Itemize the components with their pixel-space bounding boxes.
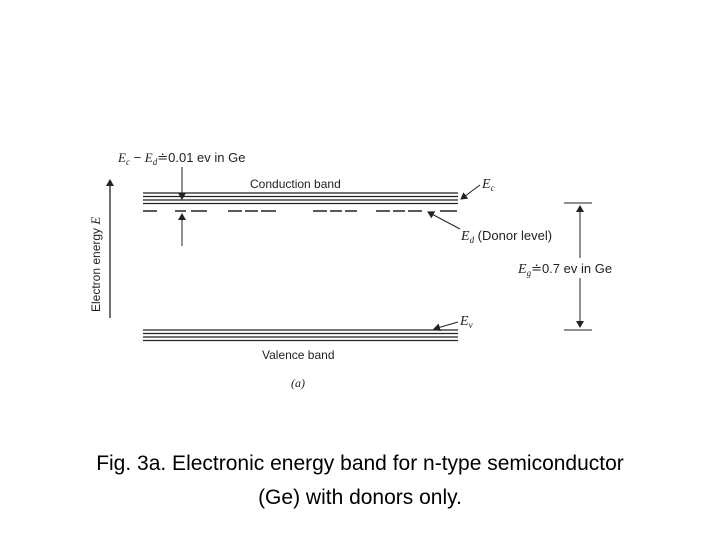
figure-caption — [0, 447, 720, 515]
ev-leader — [434, 322, 458, 329]
eg-label: $E_g≐0.7$ ev in Ge — [518, 261, 613, 278]
ed-label: $E_d$ (Donor level) — [461, 228, 553, 245]
conduction-band-lines — [143, 193, 458, 204]
caption-line-2: (Ge) with donors only. — [258, 486, 462, 509]
ev-label: $E_v$ — [460, 314, 473, 330]
caption-line-1: Fig. 3a. Electronic energy band for n-type semiconductor — [96, 452, 624, 475]
ed-leader — [428, 212, 460, 229]
valence-band-label: Valence band — [262, 348, 335, 362]
ec-leader — [461, 185, 480, 199]
subfigure-label: (a) — [291, 376, 305, 390]
ec-label: $E_c$ — [482, 177, 495, 193]
conduction-band-label: Conduction band — [250, 177, 341, 191]
y-axis-label: Electron energy E — [88, 216, 103, 312]
valence-band-lines — [143, 330, 458, 341]
top-annotation: $E_c$ − $E_d≐0.01$ ev in Ge — [118, 150, 246, 167]
